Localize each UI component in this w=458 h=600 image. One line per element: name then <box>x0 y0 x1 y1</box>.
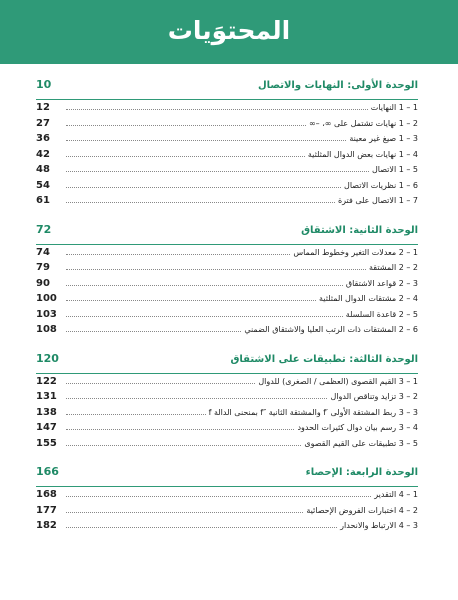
unit-section <box>36 465 418 536</box>
dot-leader <box>66 331 241 332</box>
entry-title: 1 – 4 التقدير <box>374 490 418 499</box>
entry-page-number: 90 <box>36 277 50 289</box>
toc-entry[interactable] <box>36 489 418 505</box>
entry-page-number: 103 <box>36 308 57 320</box>
entry-page-number: 155 <box>36 437 57 449</box>
dot-leader <box>66 109 368 110</box>
entry-page-number: 122 <box>36 375 57 387</box>
unit-title: الوحدة الثانية: الاشتقاق <box>301 224 418 236</box>
unit-page-number: 166 <box>36 465 59 478</box>
unit-section <box>36 223 418 340</box>
entry-page-number: 108 <box>36 324 57 335</box>
entry-title: 1 – 3 القيم القصوى (العظمى / الصغرى) للدوال <box>258 376 418 386</box>
unit-heading <box>36 465 418 485</box>
unit-divider <box>36 99 418 100</box>
entry-title: 2 – 2 المشتقة <box>369 263 418 272</box>
unit-page-number: 72 <box>36 222 52 236</box>
toc-entry[interactable] <box>36 391 418 407</box>
toc-entry[interactable] <box>36 422 418 438</box>
entry-title: 1 – 1 النهايات <box>370 103 418 112</box>
entry-title: 1 – 2 معدلات التغير وخطوط المماس <box>293 247 418 257</box>
entry-page-number: 79 <box>36 262 50 273</box>
entry-title: 3 – 2 قواعد الاشتقاق <box>345 278 418 288</box>
entry-page-number: 42 <box>36 148 50 160</box>
entry-page-number: 48 <box>36 164 50 175</box>
unit-title: الوحدة الثالثة: تطبيقات على الاشتقاق <box>230 353 418 365</box>
toc-entry[interactable] <box>36 376 418 392</box>
unit-heading <box>36 78 418 98</box>
unit-section <box>36 352 418 454</box>
toc-entry[interactable] <box>36 293 418 309</box>
entry-title: 2 – 3 تزايد وتناقص الدوال <box>330 392 418 401</box>
dot-leader <box>66 429 294 430</box>
toc-entry[interactable] <box>36 309 418 325</box>
dot-leader <box>66 445 301 446</box>
dot-leader <box>66 187 341 188</box>
entry-title: 7 – 1 الاتصال على فترة <box>337 196 418 205</box>
dot-leader <box>66 512 303 513</box>
entry-title: 5 – 1 الاتصال <box>371 165 418 174</box>
entry-title: 4 – 3 رسم بيان دوال كثيرات الحدود <box>297 423 418 432</box>
unit-title: الوحدة الأولى: النهايات والاتصال <box>257 80 418 91</box>
dot-leader <box>66 254 290 255</box>
dot-leader <box>66 316 343 317</box>
entry-title: 5 – 3 تطبيقات على القيم القصوى <box>304 438 418 448</box>
entry-page-number: 54 <box>36 179 50 191</box>
entry-page-number: 138 <box>36 406 57 418</box>
unit-page-number: 120 <box>36 351 59 365</box>
entry-page-number: 131 <box>36 391 57 402</box>
dot-leader <box>66 285 343 286</box>
page-title: المحتوَيات <box>167 16 291 45</box>
dot-leader <box>66 125 306 126</box>
toc-entry[interactable] <box>36 133 418 149</box>
dot-leader <box>66 140 346 141</box>
unit-divider <box>36 373 418 374</box>
table-of-contents <box>36 78 418 548</box>
toc-entry[interactable] <box>36 262 418 278</box>
unit-divider <box>36 486 418 487</box>
dot-leader <box>66 383 255 384</box>
entry-title: 3 – 1 صيغ غير معينة <box>349 134 418 143</box>
dot-leader <box>66 300 316 301</box>
dot-leader <box>66 202 335 203</box>
unit-page-number: 10 <box>36 78 52 91</box>
toc-entry[interactable] <box>36 438 418 454</box>
dot-leader <box>66 414 206 415</box>
dot-leader <box>66 527 337 528</box>
unit-divider <box>36 244 418 245</box>
entry-title: 3 – 4 الارتباط والانحدار <box>340 521 418 530</box>
toc-entry[interactable] <box>36 520 418 536</box>
toc-entry[interactable] <box>36 195 418 211</box>
entry-page-number: 12 <box>36 102 50 113</box>
toc-entry[interactable] <box>36 149 418 165</box>
toc-entry[interactable] <box>36 505 418 521</box>
entry-title: 6 – 2 المشتقات ذات الرتب العليا والاشتقاق الضمني <box>244 325 418 334</box>
unit-heading <box>36 352 418 372</box>
entry-title: 2 – 4 اختبارات الفروض الإحصائية <box>306 505 418 515</box>
toc-entry[interactable] <box>36 247 418 263</box>
entry-title: 2 – 1 نهايات تشتمل على ∞، –∞ <box>308 118 418 128</box>
dot-leader <box>66 171 369 172</box>
unit-section <box>36 78 418 211</box>
entry-title: 4 – 2 مشتقات الدوال المثلثية <box>319 294 418 303</box>
toc-entry[interactable] <box>36 102 418 118</box>
toc-entry[interactable] <box>36 407 418 423</box>
toc-entry[interactable] <box>36 324 418 340</box>
entry-page-number: 168 <box>36 489 57 500</box>
header-banner <box>0 0 458 64</box>
dot-leader <box>66 496 371 497</box>
unit-title: الوحدة الرابعة: الإحصاء <box>305 467 418 478</box>
entry-title: 4 – 1 نهايات بعض الدوال المثلثية <box>307 149 418 159</box>
entry-title: 3 – 3 ربط المشتقة الأولى ′f والمشتقة الثانية ″f بمنحنى الدالة f <box>208 407 418 417</box>
toc-entry[interactable] <box>36 164 418 180</box>
entry-page-number: 147 <box>36 422 57 433</box>
dot-leader <box>66 269 366 270</box>
toc-entry[interactable] <box>36 180 418 196</box>
dot-leader <box>66 398 327 399</box>
entry-title: 6 – 1 نظريات الاتصال <box>344 180 418 190</box>
toc-entry[interactable] <box>36 118 418 134</box>
dot-leader <box>66 156 305 157</box>
entry-page-number: 100 <box>36 293 57 304</box>
entry-page-number: 177 <box>36 504 57 516</box>
entry-page-number: 36 <box>36 133 50 144</box>
entry-page-number: 27 <box>36 117 50 129</box>
entry-title: 5 – 2 قاعدة السلسلة <box>345 309 418 319</box>
unit-heading <box>36 223 418 243</box>
entry-page-number: 182 <box>36 520 57 531</box>
entry-page-number: 61 <box>36 195 50 206</box>
entry-page-number: 74 <box>36 246 50 258</box>
toc-entry[interactable] <box>36 278 418 294</box>
